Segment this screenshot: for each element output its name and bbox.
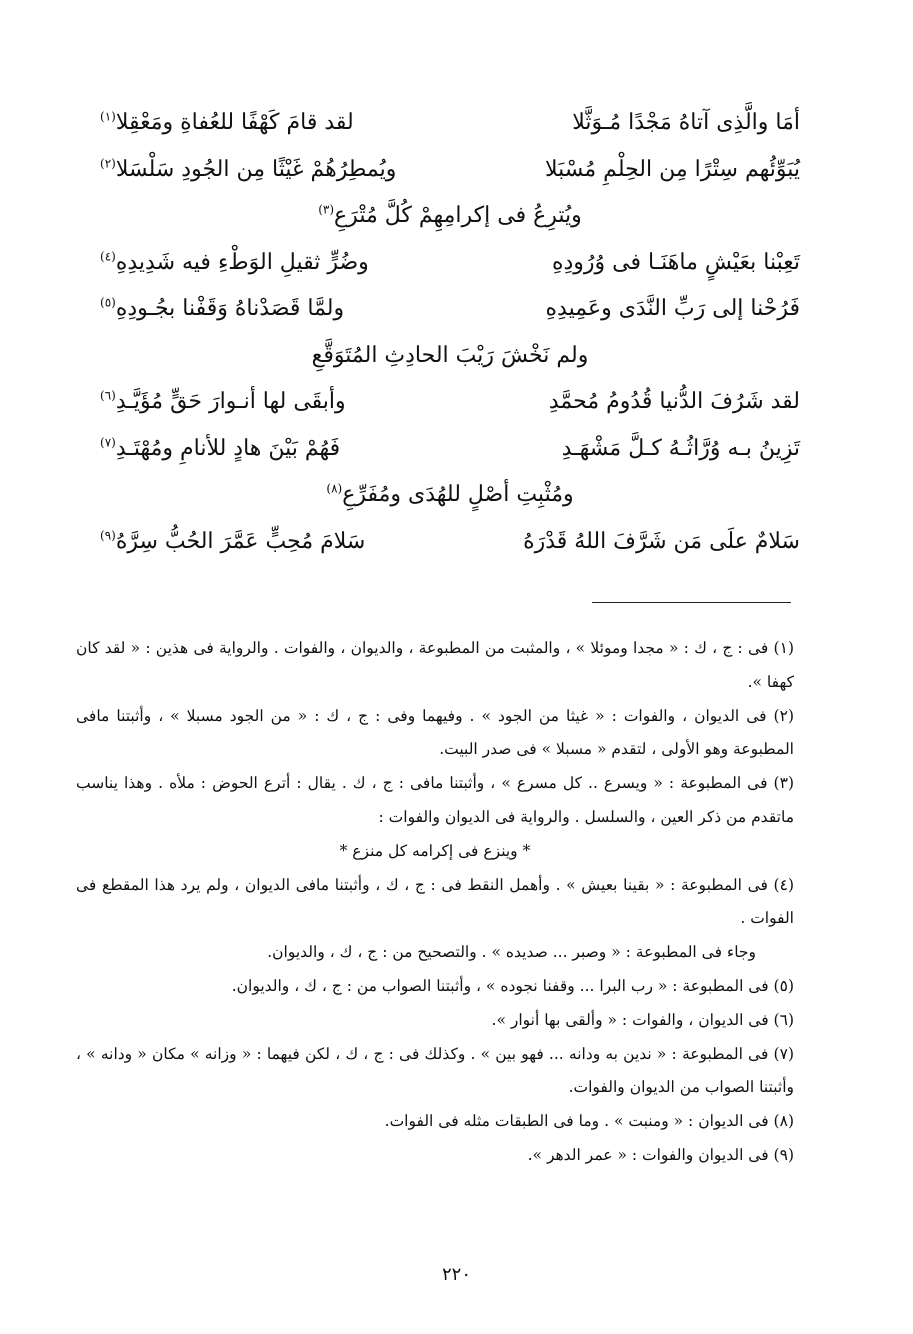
verse-line bbox=[100, 379, 800, 426]
footnote-marker: (١) bbox=[100, 109, 116, 124]
footnote-continuation: وجاء فى المطبوعة : « وصبر ... صديده » . والتصحيح من : ج ، ك ، والديوان. bbox=[267, 943, 756, 962]
footnote-marker: (٥) bbox=[100, 295, 116, 310]
verse-tail: ومُثْبِتِ أصْلٍ للهُدَى ومُفَرِّعِ$^{(٨)}$ bbox=[326, 481, 574, 507]
first-hemistich: أمَا والَّذِى آتاهُ مَجْدًا مُـوَثَّلا bbox=[572, 110, 800, 135]
page-number: ٢٢٠ bbox=[441, 1264, 471, 1285]
footnote-quote: * وينزع فى إكرامه كل منزع * bbox=[339, 841, 531, 860]
footnote: (٤) فى المطبوعة : « بقينا بعيش » . وأهمل النقط فى : ج ، ك ، وأثبتنا مافى الديوان ، ولم يرد هذا المقطع فى الفوات . bbox=[76, 875, 794, 928]
footnote-marker: (٣) bbox=[318, 202, 335, 217]
verse-line bbox=[100, 100, 800, 147]
footnote-marker: (٢) bbox=[100, 156, 116, 171]
footnote: (٩) فى الديوان والفوات : « عمر الدهر ». bbox=[527, 1145, 794, 1164]
footnote: (٦) فى الديوان ، والفوات : « وألقى بها أنوار ». bbox=[491, 1010, 794, 1029]
footnote-marker: (٨) bbox=[326, 481, 343, 496]
first-hemistich: يُبَوِّئُهم سِتْرًا مِن الحِلْمِ مُسْبَلا bbox=[545, 156, 800, 182]
footnote: (١) فى : ج ، ك : « مجدا وموئلا » ، والمثبت من المطبوعة ، والديوان ، والفوات . والرواية فى هذين : « لقد كان كهفا ». bbox=[76, 639, 794, 691]
footnote-marker: (٤) bbox=[100, 249, 116, 264]
footnote: (٢) فى الديوان ، والفوات : « غيثا من الجود » . وفيهما وفى : ج ، ك : « من الجود مسبلا » ، وأثبتنا مافى المطبوعة وهو الأولى ، لتقدم « مسبلا » فى صدر البيت. bbox=[76, 706, 794, 759]
verse-tail: ويُترِعُ فى إكرامِهِمْ كُلَّ مُتْرَعِ$^{(٣)}$ bbox=[318, 202, 582, 228]
first-hemistich: سَلامٌ علَى مَن شَرَّفَ اللهُ قَدْرَهُ bbox=[523, 528, 800, 554]
footnote-marker: (٧) bbox=[100, 435, 116, 450]
first-hemistich: تَزِينُ بـه وُرَّاثُـهُ كـلَّ مَشْهَـدِ bbox=[561, 435, 800, 461]
footnote: (٥) فى المطبوعة : « رب البرا ... وقفنا نجوده » ، وأثبتنا الصواب من : ج ، ك ، والديوان. bbox=[231, 976, 794, 995]
footnote: (٧) فى المطبوعة : « ندين به ودانه ... فهو بين » . وكذلك فى : ج ، ك ، لكن فيهما : « وزانه » مكان « ودانه » ، وأثبتنا الصواب من الديوان والفوات. bbox=[76, 1044, 794, 1097]
second-hemistich: لقد قامَ كَهْفًا للعُفاةِ ومَعْقِلا$^{(١)}$ bbox=[100, 109, 354, 135]
first-hemistich: لقد شَرُفَ الدُّنيا قُدُومُ مُحمَّدِ bbox=[548, 389, 800, 414]
second-hemistich: فَهُمْ بَيْنَ هادٍ للأنامِ ومُهْتَـدِ$^{(٧)}$ bbox=[100, 435, 341, 461]
footnote-divider bbox=[592, 602, 791, 603]
poem bbox=[100, 100, 800, 565]
first-hemistich: تَعِبْنا بعَيْشٍ ماهَنَـا فى وُرُودِهِ bbox=[551, 249, 800, 275]
verse-line bbox=[100, 426, 800, 473]
footnote-marker: (٩) bbox=[100, 528, 116, 543]
second-hemistich: ويُمطِرُهُمْ غَيْثًا مِن الجُودِ سَلْسَلا$^{(٢)}$ bbox=[100, 156, 397, 182]
second-hemistich: وضُرٍّ ثقيلِ الوَطْءِ فيه شَدِيدِهِ$^{(٤)}$ bbox=[100, 249, 369, 275]
verse-line bbox=[100, 286, 800, 333]
second-hemistich: وأبقَى لها أنـوارَ حَقٍّ مُؤَيَّـدِ$^{(٦)}$ bbox=[100, 388, 346, 414]
verse-line bbox=[100, 240, 800, 287]
first-hemistich: فَرُحْنا إلى رَبِّ النَّدَى وعَمِيدِهِ bbox=[545, 296, 800, 321]
verse-line bbox=[100, 519, 800, 566]
footnotes bbox=[76, 632, 794, 1173]
verse-line bbox=[100, 147, 800, 194]
footnote: (٨) فى الديوان : « ومنبت » . وما فى الطبقات مثله فى الفوات. bbox=[384, 1112, 794, 1131]
footnote-marker: (٦) bbox=[100, 388, 116, 403]
verse-tail: ولم نَخْشَ رَيْبَ الحادِثِ المُتَوَقَّعِ bbox=[311, 342, 589, 368]
second-hemistich: ولمَّا قَصَدْناهُ وَقَفْنا بجُـودِهِ$^{(٥)}$ bbox=[100, 295, 345, 321]
second-hemistich: سَلامَ مُحِبٍّ عَمَّرَ الحُبُّ سِرَّهُ$^{(٩)}$ bbox=[100, 528, 366, 554]
footnote: (٣) فى المطبوعة : « ويسرع .. كل مسرع » ، وأثبتنا مافى : ج ، ك . يقال : أترع الحوض : ملأه . وهذا يناسب ماتقدم من ذكر العين ، والسلسل . والرواية فى الديوان والفوات : bbox=[76, 774, 794, 826]
